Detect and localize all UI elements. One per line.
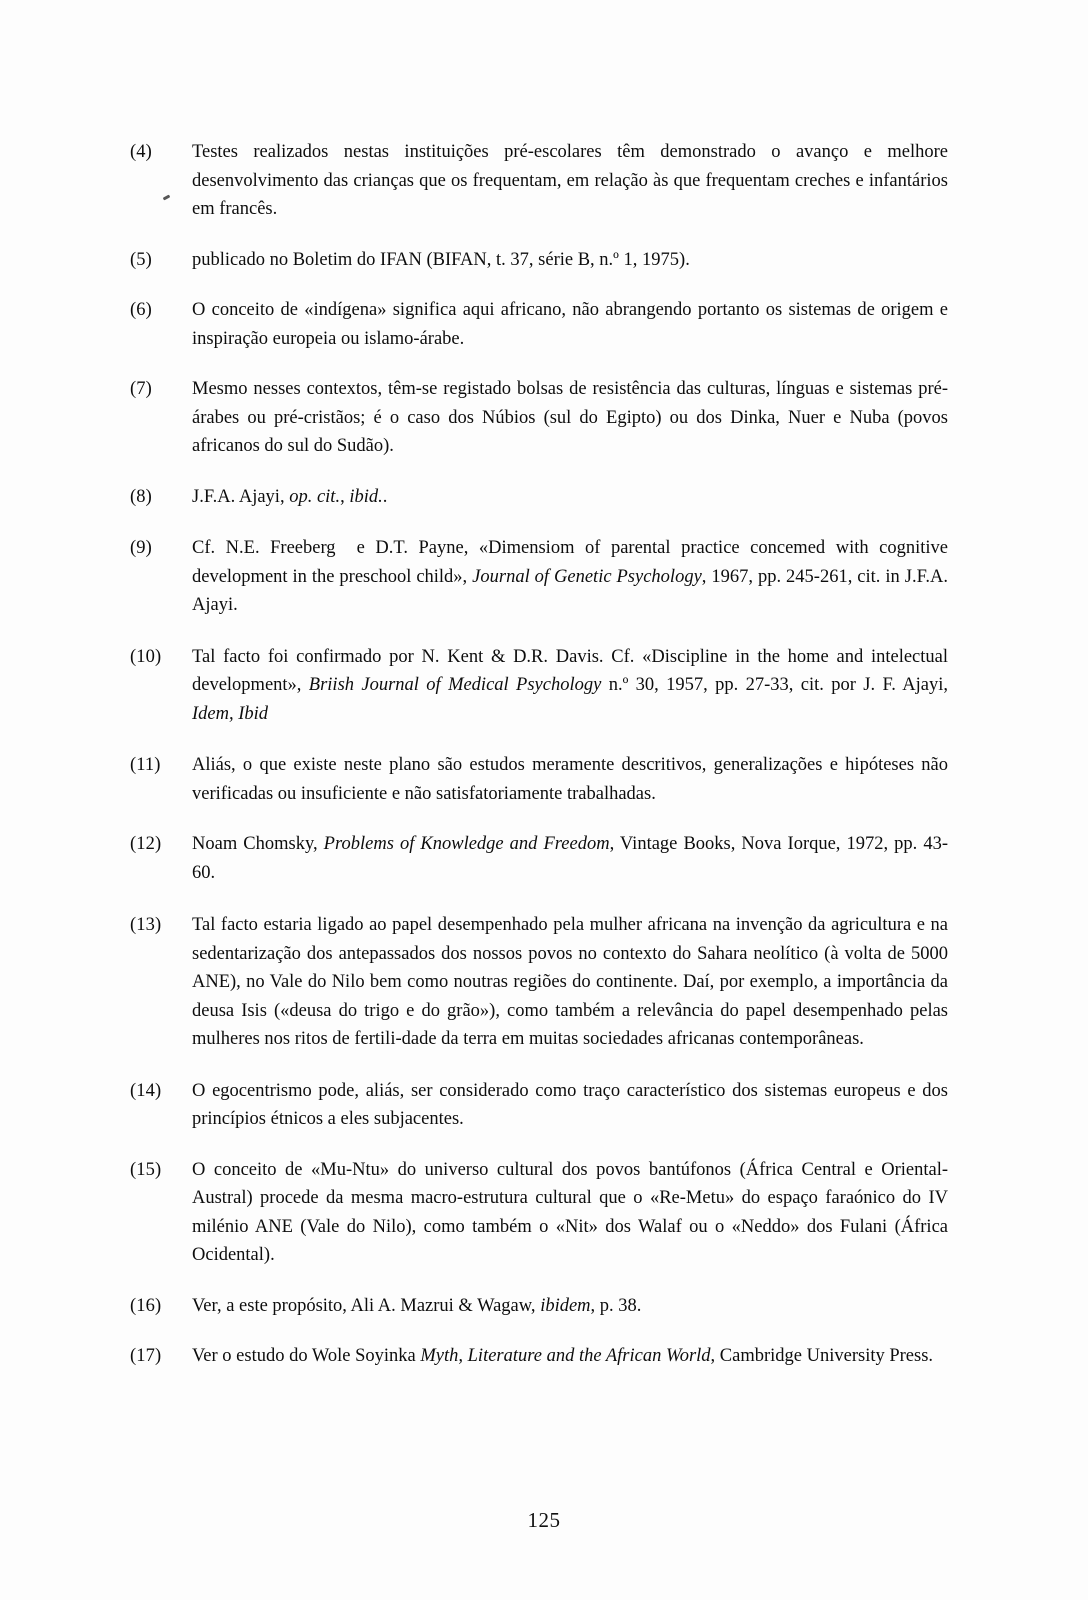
endnote-item — [130, 1342, 948, 1371]
endnote-number: (9) — [130, 538, 152, 558]
endnote-text: Mesmo nesses contextos, têm-se registado bolsas de resistência das culturas, línguas e sistemas pré-árabes ou pré-cristãos; é o caso dos Núbios (sul do Egipto) ou dos Dinka, Nuer e Nuba (povos africanos do sul do Sudão). — [192, 379, 948, 456]
endnote-item — [130, 1077, 948, 1134]
endnote-number: (17) — [130, 1346, 162, 1366]
endnote-text: Cf. N.E. Freeberg e D.T. Payne, «Dimensiom of parental practice concemed with cognitive development in the preschool child», Journal of Genetic Psychology, 1967, pp. 245-261, cit. in J.F.A. Ajayi. — [192, 538, 948, 615]
endnote-item — [130, 375, 948, 461]
endnote-text: Aliás, o que existe neste plano são estudos meramente descritivos, generalizações e hipóteses não verificadas ou insuficiente e não satisfatoriamente trabalhadas. — [192, 755, 948, 804]
endnote-number: (4) — [130, 142, 152, 162]
endnote-number: (6) — [130, 300, 152, 320]
endnote-item — [130, 138, 948, 224]
endnote-item — [130, 830, 948, 887]
endnote-text: O egocentrismo pode, aliás, ser considerado como traço característico dos sistemas europeus e dos princípios étnicos a eles subjacentes. — [192, 1080, 948, 1129]
endnote-item — [130, 751, 948, 808]
endnote-number: (13) — [130, 915, 162, 935]
endnote-text: Tal facto foi confirmado por N. Kent & D.R. Davis. Cf. «Discipline in the home and intelectual development», Briish Journal of Medical Psychology n.º 30, 1957, pp. 27-33, cit. por J. F. Ajayi, Idem, Ibid — [192, 646, 948, 724]
endnote-item — [130, 296, 948, 353]
endnote-text: Ver o estudo do Wole Soyinka Myth, Literature and the African World, Cambridge University Press. — [192, 1346, 934, 1366]
endnote-text: Tal facto estaria ligado ao papel desempenhado pela mulher africana na invenção da agricultura e na sedentarização dos antepassados dos nossos povos no contexto do Sahara neolítico (à volta de 5000 ANE), no Vale do Nilo bem como noutras regiões do continente. Daí, por exemplo, a importância da deusa Isis («deusa do trigo e do grão»), como também a relevância do papel desempenhado pelas mulheres nos ritos de fertili-dade da terra em muitas sociedades africanas contemporâneas. — [192, 915, 948, 1049]
endnote-number: (11) — [130, 755, 161, 775]
endnote-item — [130, 911, 948, 1054]
endnote-text: Ver, a este propósito, Ali A. Mazrui & Wagaw, ibidem, p. 38. — [192, 1295, 642, 1316]
page-number: 125 — [527, 1508, 561, 1532]
endnote-item — [130, 483, 948, 512]
endnote-number: (12) — [130, 834, 162, 854]
endnote-text: O conceito de «Mu-Ntu» do universo cultural dos povos bantúfonos (África Central e Oriental-Austral) procede da mesma macro-estrutura cultural que o «Re-Metu» do espaço faraónico do IV milénio ANE (Vale do Nilo), como também o «Nit» dos Walaf ou o «Neddo» dos Fulani (África Ocidental). — [192, 1159, 948, 1265]
endnote-text: O conceito de «indígena» significa aqui africano, não abrangendo portanto os sistemas de origem e inspiração europeia ou islamo-árabe. — [192, 300, 948, 349]
endnote-text: Testes realizados nestas instituições pré-escolares têm demonstrado o avanço e melhore desenvolvimento das crianças que os frequentam, em relação às que frequentam creches e infantários em francês. — [192, 142, 948, 219]
endnote-number: (5) — [130, 249, 152, 270]
endnote-number: (7) — [130, 379, 152, 399]
endnote-number: (16) — [130, 1295, 162, 1316]
endnote-number: (10) — [130, 646, 162, 667]
endnote-number: (8) — [130, 486, 152, 507]
endnote-item — [130, 1156, 948, 1270]
endnote-text: Noam Chomsky, Problems of Knowledge and Freedom, Vintage Books, Nova Iorque, 1972, pp. 43-60. — [192, 834, 949, 883]
endnote-number: (14) — [130, 1080, 162, 1101]
endnote-item — [130, 1292, 948, 1321]
endnote-text: J.F.A. Ajayi, op. cit., ibid.. — [192, 486, 388, 507]
endnote-item — [130, 246, 948, 275]
endnote-text: publicado no Boletim do IFAN (BIFAN, t. 37, série B, n.º 1, 1975). — [192, 249, 690, 270]
endnotes-list — [130, 138, 948, 1371]
endnote-item — [130, 534, 948, 620]
endnote-item — [130, 643, 948, 729]
endnote-number: (15) — [130, 1159, 162, 1180]
